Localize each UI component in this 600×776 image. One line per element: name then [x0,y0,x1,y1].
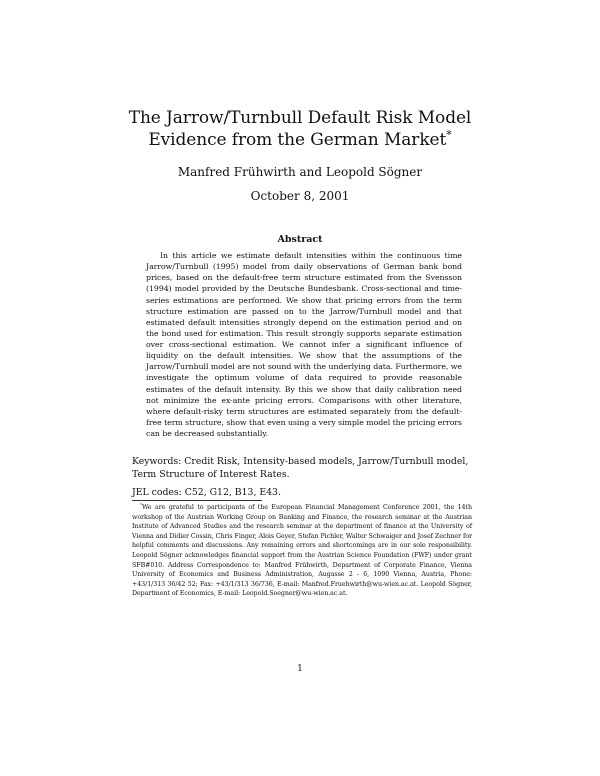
abstract-heading: Abstract [277,234,323,245]
authors: Manfred Frühwirth and Leopold Sögner [177,165,423,179]
keywords: Keywords: Credit Risk, Intensity-based models, Jarrow/Turnbull model, Term Structure of Interest Rates. [132,456,469,480]
title-line-1-text: The Jarrow/Turnbull Default Risk Model [128,108,472,128]
footnote [132,503,472,599]
jel-codes: JEL codes: C52, G12, B13, E43. [132,487,281,498]
paper-title-line-2 [0,129,600,151]
footnote-mark: * [140,501,142,507]
abstract-text: In this article we estimate default intensities within the continuous time Jarrow/Turnbull (1995) model from daily observations of German bank bond prices, based on the default-free term structure estimated from the Svensson (1994) model provided by the Deutsche Bundesbank. Cross-sectional and time-series estimations are performed. We show that pricing errors from the term structure estimation are passed on to the Jarrow/Turnbull model and that estimated default intensities strongly depend on the estimation period and on the bond used for estimation. This result strongly supports separate estimation over cross-sectional estimation. We cannot infer a significant influence of liquidity on the default intensities. We show that the assumptions of the Jarrow/Turnbull model are not sound with the underlying data. Furthermore, we investigate the optimum volume of data required to provide reasonable estimates of the default intensity. By this we show that daily calibration need not minimize the ex-ante pricing errors. Comparisons with other literature, where default-risky term structures are estimated separately from the default-free term structure, show that even using a very simple model the pricing errors can be decreased substantially. [146,251,462,438]
title-footnote-mark: * [446,128,452,142]
footnote-divider [132,500,262,501]
page-number: 1 [297,664,303,674]
title-line-2-text: Evidence from the German Market [148,130,447,150]
paper-title-line-1 [0,107,600,129]
footnote-text: We are grateful to participants of the European Financial Management Conference 2001, the 14th workshop of the Austrian Working Group on Banking and Finance, the research seminar at the Austrian Institute of Advanced Studies and the research seminar at the department of finance at the University of Vienna and Didier Cossin, Chris Finger, Alois Geyer, Stefan Pichler, Walter Schwaiger and Josef Zechner for helpful comments and discussions. Any remaining errors and shortcomings are in our sole responsibility. Leopold Sögner acknowledges financial support from the Austrian Science Foundation (FWF) under grant SFB#010. Address Correspondence to: Manfred Frühwirth, Department of Corporate Finance, Vienna University of Economics and Business Administration, Augasse 2 - 6, 1090 Vienna, Austria, Phone: +43/1/313 36/42 52; Fax: +43/1/313 36/736, E-mail: Manfred.Fruehwirth@wu-wien.ac.at. Leopold Sögner, Department of Economics, E-mail: Leopold.Soegner@wu-wien.ac.at. [132,504,472,598]
publication-date: October 8, 2001 [250,189,350,203]
